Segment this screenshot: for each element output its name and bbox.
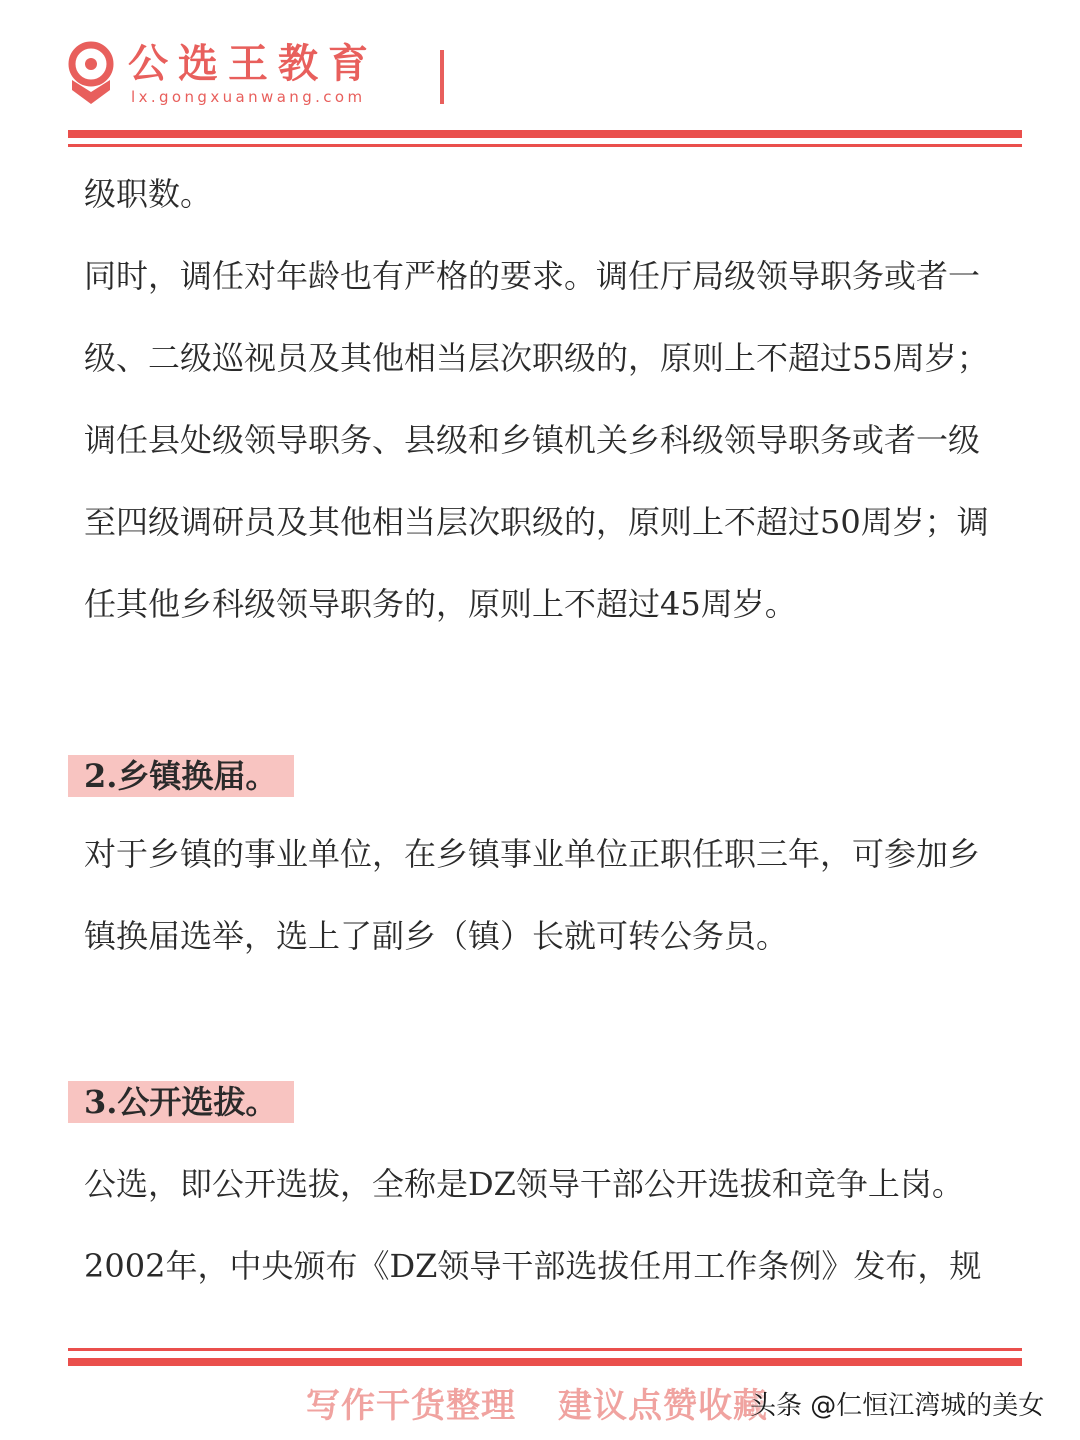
text-line: 同时，调任对年龄也有严格的要求。调任厅局级领导职务或者一 — [84, 257, 981, 295]
footer-rule-thin — [68, 1348, 1022, 1351]
header-rule-thin — [68, 144, 1022, 147]
footer-slogan-right: 建议点赞收藏 — [558, 1386, 768, 1426]
section-heading-2 — [68, 755, 294, 797]
brand-divider — [440, 50, 444, 104]
text-line: 2002年，中央颁布《DZ领导干部选拔任用工作条例》发布，规 — [84, 1247, 982, 1285]
section-heading-3 — [68, 1081, 294, 1123]
text-line: 级、二级巡视员及其他相当层次职级的，原则上不超过55周岁； — [84, 339, 989, 377]
text-line: 至四级调研员及其他相当层次职级的，原则上不超过50周岁；调 — [84, 503, 989, 541]
section-heading-text: 2.乡镇换届。 — [84, 757, 278, 795]
text-line: 镇换届选举，选上了副乡（镇）长就可转公务员。 — [84, 917, 789, 955]
text-line: 对于乡镇的事业单位，在乡镇事业单位正职任职三年，可参加乡 — [84, 835, 981, 873]
brand-name: 公选王教育 — [128, 41, 378, 87]
age-paragraph — [84, 235, 1014, 645]
page-header — [0, 0, 1080, 130]
footer-slogan-left: 写作干货整理 — [306, 1386, 516, 1426]
section3-paragraph — [84, 1143, 1014, 1307]
platform-watermark: 头条 @仁恒江湾城的美女 — [750, 1391, 1045, 1421]
header-rule-thick — [68, 130, 1022, 138]
intro-paragraph — [84, 153, 1014, 235]
section2-paragraph — [84, 813, 1014, 977]
gongxuanwang-logo-icon — [66, 40, 116, 108]
text-line: 任其他乡科级领导职务的，原则上不超过45周岁。 — [84, 585, 797, 623]
footer-rule-thick — [68, 1358, 1022, 1366]
text-line: 调任县处级领导职务、县级和乡镇机关乡科级领导职务或者一级 — [84, 421, 981, 459]
text-line: 公选，即公开选拔，全称是DZ领导干部公开选拔和竞争上岗。 — [84, 1165, 964, 1203]
brand-url: lx.gongxuanwang.com — [131, 88, 366, 106]
text-line: 级职数。 — [84, 175, 213, 213]
section-heading-text: 3.公开选拔。 — [84, 1083, 278, 1121]
